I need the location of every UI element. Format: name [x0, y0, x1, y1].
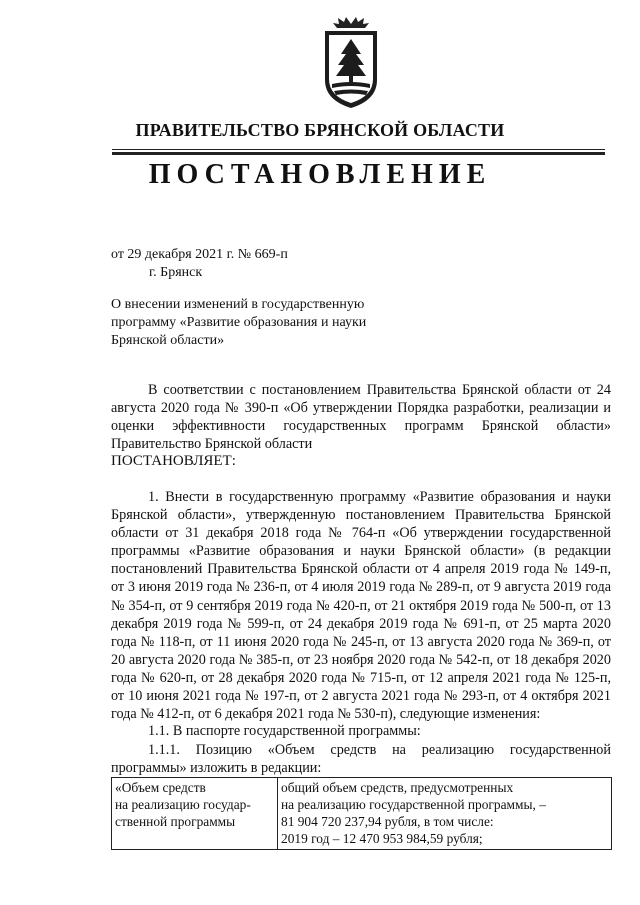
- cell-line: общий объем средств, предусмотренных: [281, 780, 514, 795]
- table-cell-value: [278, 778, 612, 850]
- cell-line: 81 904 720 237,94 рубля, в том числе:: [281, 814, 494, 829]
- cell-line: ственной программы: [115, 814, 236, 829]
- item-1: 1. Внести в государственную программу «Развитие образования и науки Брянской области», утвержденную постановлением Правительства Брянской области от 31 декабря 2018 года № 764-п «Об утверждении государственной программы «Развитие образования и науки Брянской области» (в редакции постановлений Правительства Брянской области от 4 апреля 2019 года № 149-п, от 3 июня 2019 года № 236-п, от 4 июля 2019 года № 289-п, от 9 августа 2019 года № 354-п, от 9 сентября 2019 года № 420-п, от 21 октября 2019 года № 500-п, от 13 декабря 2019 года № 599-п, от 24 декабря 2019 года № 691-п, от 25 марта 2020 года № 118-п, от 11 июня 2020 года № 245-п, от 13 августа 2020 года № 369-п, от 20 августа 2020 года № 385-п, от 23 ноября 2020 года № 542-п, от 18 декабря 2020 года № 620-п, от 28 декабря 2020 года № 715-п, от 12 апреля 2021 года № 125-п, от 10 июня 2021 года № 197-п, от 2 августа 2021 года № 293-п, от 4 октября 2021 года № 412-п, от 6 декабря 2021 года № 530-п), следующие изменения:: [111, 489, 611, 723]
- cell-line: на реализацию государ-: [115, 797, 251, 812]
- amendment-table: [111, 777, 612, 850]
- document-type: ПОСТАНОВЛЕНИЕ: [148, 159, 492, 190]
- subject: О внесении изменений в государственную программу «Развитие образования и науки Брянской области»: [111, 297, 367, 348]
- cell-line: «Объем средств: [115, 780, 206, 795]
- header-divider-thin: [112, 149, 605, 150]
- preamble: В соответствии с постановлением Правительства Брянской области от 24 августа 2020 года № 390-п «Об утверждении Порядка разработки, реализации и оценки эффективности государственных программ Брянской области» Правительство Брянской области: [111, 382, 611, 453]
- city: г. Брянск: [149, 265, 203, 280]
- government-name: ПРАВИТЕЛЬСТВО БРЯНСКОЙ ОБЛАСТИ: [135, 120, 505, 140]
- table-cell-label: [112, 778, 278, 850]
- cell-line: 2019 год – 12 470 953 984,59 рубля;: [281, 831, 483, 846]
- date-number: от 29 декабря 2021 г. № 669-п: [111, 247, 288, 262]
- header-divider-thick: [112, 152, 605, 155]
- item-1-1: 1.1. В паспорте государственной программы:: [148, 723, 421, 739]
- table-row: [112, 778, 612, 850]
- resolves: ПОСТАНОВЛЯЕТ:: [111, 453, 236, 469]
- item-1-1-1: 1.1.1. Позицию «Объем средств на реализацию государственной программы» изложить в редакции:: [111, 742, 611, 777]
- bryansk-coat-of-arms-icon: [320, 14, 382, 110]
- cell-line: на реализацию государственной программы, –: [281, 797, 546, 812]
